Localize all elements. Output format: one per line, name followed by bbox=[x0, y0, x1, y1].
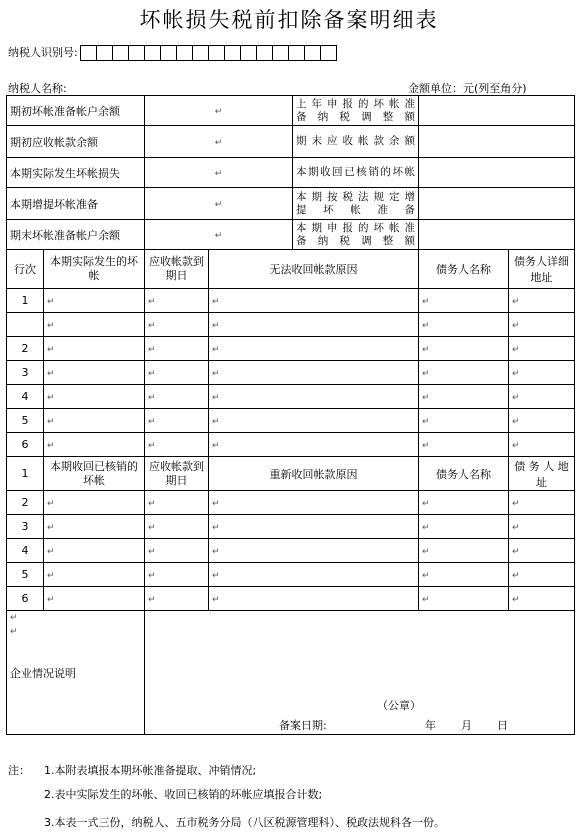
header-cell: 债务人名称 bbox=[419, 250, 509, 289]
taxpayer-id-boxes[interactable] bbox=[81, 46, 337, 59]
table-row bbox=[7, 587, 575, 611]
taxpayer-id-digit-box[interactable] bbox=[288, 45, 305, 61]
summary-left-label: 本期实际发生坏帐损失 bbox=[7, 158, 145, 188]
table-row bbox=[7, 313, 575, 337]
data-cell[interactable]: ↵ bbox=[44, 491, 145, 515]
summary-left-label: 期初坏帐准备帐户余额 bbox=[7, 96, 145, 126]
data-cell[interactable]: ↵ bbox=[145, 539, 209, 563]
taxpayer-id-digit-box[interactable] bbox=[192, 45, 209, 61]
taxpayer-id-digit-box[interactable] bbox=[320, 45, 337, 61]
data-cell[interactable]: ↵ bbox=[509, 433, 575, 457]
row-number bbox=[7, 313, 44, 337]
data-cell[interactable]: ↵ bbox=[419, 563, 509, 587]
table-row bbox=[7, 385, 575, 409]
summary-row bbox=[7, 126, 575, 158]
data-cell[interactable]: ↵ bbox=[419, 361, 509, 385]
data-cell[interactable]: ↵ bbox=[419, 515, 509, 539]
data-cell[interactable]: ↵ bbox=[145, 409, 209, 433]
summary-row bbox=[7, 220, 575, 250]
data-cell[interactable]: ↵ bbox=[509, 385, 575, 409]
taxpayer-id-row bbox=[8, 44, 337, 61]
summary-left-value[interactable]: ↵ bbox=[145, 220, 293, 250]
data-cell[interactable]: ↵ bbox=[145, 361, 209, 385]
enterprise-label: 企业情况说明 bbox=[10, 666, 76, 680]
recovered-section bbox=[7, 457, 575, 611]
data-cell[interactable]: ↵ bbox=[509, 587, 575, 611]
row-number: 6 bbox=[7, 433, 44, 457]
data-cell[interactable]: ↵ bbox=[209, 361, 419, 385]
header-cell: 债务人名称 bbox=[419, 457, 509, 491]
filing-year-label: 年 bbox=[425, 719, 436, 732]
data-cell[interactable]: ↵ bbox=[509, 515, 575, 539]
header-cell: 无法收回帐款原因 bbox=[209, 250, 419, 289]
data-cell[interactable]: ↵ bbox=[145, 491, 209, 515]
summary-section bbox=[7, 96, 575, 250]
bad-debt-section bbox=[7, 250, 575, 457]
taxpayer-id-digit-box[interactable] bbox=[176, 45, 193, 61]
header-cell: 债务人详细地址 bbox=[509, 250, 575, 289]
data-cell[interactable]: ↵ bbox=[509, 361, 575, 385]
row-number: 1 bbox=[7, 289, 44, 313]
row-number: 6 bbox=[7, 587, 44, 611]
row-number: 3 bbox=[7, 361, 44, 385]
data-cell[interactable]: ↵ bbox=[209, 385, 419, 409]
table-row bbox=[7, 409, 575, 433]
table-row bbox=[7, 539, 575, 563]
enterprise-description-cell[interactable] bbox=[145, 611, 575, 735]
form-title: 坏帐损失税前扣除备案明细表 bbox=[139, 8, 439, 32]
header-cell: 行次 bbox=[7, 250, 44, 289]
summary-right-label: 本 期 按 税 法 规 定 增 提 坏 帐 准 备 bbox=[293, 188, 419, 220]
data-cell[interactable]: ↵ bbox=[419, 433, 509, 457]
table-row bbox=[7, 289, 575, 313]
table-row bbox=[7, 491, 575, 515]
data-cell[interactable]: ↵ bbox=[509, 337, 575, 361]
data-cell[interactable]: ↵ bbox=[209, 491, 419, 515]
row-number: 5 bbox=[7, 563, 44, 587]
data-cell[interactable]: ↵ bbox=[209, 409, 419, 433]
header-cell: 1 bbox=[7, 457, 44, 491]
header-cell: 本期收回已核销的坏帐 bbox=[44, 457, 145, 491]
filing-date-label: 备案日期: bbox=[279, 719, 327, 732]
row-number: 5 bbox=[7, 409, 44, 433]
summary-right-label: 期末应收帐款余额 bbox=[293, 126, 419, 158]
row-number: 3 bbox=[7, 515, 44, 539]
data-cell[interactable]: ↵ bbox=[209, 433, 419, 457]
taxpayer-id-digit-box[interactable] bbox=[272, 45, 289, 61]
summary-row bbox=[7, 188, 575, 220]
main-form-table bbox=[6, 95, 575, 735]
data-cell[interactable]: ↵ bbox=[44, 563, 145, 587]
data-cell[interactable]: ↵ bbox=[44, 361, 145, 385]
data-cell[interactable]: ↵ bbox=[145, 337, 209, 361]
taxpayer-id-digit-box[interactable] bbox=[256, 45, 273, 61]
data-cell[interactable]: ↵ bbox=[209, 563, 419, 587]
summary-right-label: 本 期 申 报 的 坏 帐 准 备 纳 税 调 整 额 bbox=[293, 220, 419, 250]
data-cell[interactable]: ↵ bbox=[209, 337, 419, 361]
summary-left-value[interactable]: ↵ bbox=[145, 158, 293, 188]
seal-label: （公章） bbox=[377, 699, 421, 712]
data-cell[interactable]: ↵ bbox=[145, 313, 209, 337]
data-cell[interactable]: ↵ bbox=[509, 313, 575, 337]
note-item-1: 1.本附表填报本期坏帐准备提取、冲销情况; bbox=[44, 764, 257, 777]
data-cell[interactable]: ↵ bbox=[44, 515, 145, 539]
row-number: 4 bbox=[7, 385, 44, 409]
filing-month-label: 月 bbox=[461, 719, 472, 732]
data-cell[interactable]: ↵ bbox=[209, 587, 419, 611]
summary-right-label: 上 年 申 报 的 坏 帐 准 备 纳 税 调 整 额 bbox=[293, 96, 419, 126]
table-row bbox=[7, 563, 575, 587]
taxpayer-id-digit-box[interactable] bbox=[80, 45, 97, 61]
header-cell: 应收帐款到期日 bbox=[145, 457, 209, 491]
taxpayer-id-digit-box[interactable] bbox=[112, 45, 129, 61]
summary-left-label: 期末坏帐准备帐户余额 bbox=[7, 220, 145, 250]
table-row bbox=[7, 433, 575, 457]
header-cell: 债 务 人 地 址 bbox=[509, 457, 575, 491]
row-number: 2 bbox=[7, 337, 44, 361]
summary-right-value[interactable] bbox=[419, 126, 575, 158]
data-cell[interactable]: ↵ bbox=[419, 385, 509, 409]
table-row bbox=[7, 337, 575, 361]
section2-header-row bbox=[7, 457, 575, 491]
header-cell: 重新收回帐款原因 bbox=[209, 457, 419, 491]
amount-unit-label: 金额单位：元(列至角分) bbox=[408, 82, 527, 95]
notes-prefix: 注： bbox=[8, 764, 30, 777]
summary-right-value[interactable] bbox=[419, 220, 575, 250]
summary-right-label: 本期收回已核销的坏帐 bbox=[293, 158, 419, 188]
taxpayer-id-digit-box[interactable] bbox=[144, 45, 161, 61]
table-row bbox=[7, 361, 575, 385]
data-cell[interactable]: ↵ bbox=[209, 313, 419, 337]
taxpayer-id-label: 纳税人识别号: bbox=[8, 46, 78, 59]
row-number: 4 bbox=[7, 539, 44, 563]
data-cell[interactable]: ↵ bbox=[145, 385, 209, 409]
taxpayer-id-digit-box[interactable] bbox=[304, 45, 321, 61]
data-cell[interactable]: ↵ bbox=[44, 385, 145, 409]
data-cell[interactable]: ↵ bbox=[44, 313, 145, 337]
data-cell[interactable]: ↵ bbox=[419, 337, 509, 361]
taxpayer-id-digit-box[interactable] bbox=[224, 45, 241, 61]
data-cell[interactable]: ↵ bbox=[44, 587, 145, 611]
enterprise-section bbox=[7, 611, 575, 735]
data-cell[interactable]: ↵ bbox=[509, 409, 575, 433]
summary-right-value[interactable] bbox=[419, 188, 575, 220]
taxpayer-name-label: 纳税人名称: bbox=[8, 82, 67, 95]
data-cell[interactable]: ↵ bbox=[509, 491, 575, 515]
data-cell[interactable]: ↵ bbox=[44, 539, 145, 563]
section1-header-row bbox=[7, 250, 575, 289]
data-cell[interactable]: ↵ bbox=[419, 409, 509, 433]
data-cell[interactable]: ↵ bbox=[509, 539, 575, 563]
row-number: 2 bbox=[7, 491, 44, 515]
summary-row bbox=[7, 158, 575, 188]
summary-left-value[interactable]: ↵ bbox=[145, 96, 293, 126]
data-cell[interactable]: ↵ bbox=[419, 289, 509, 313]
summary-left-label: 本期增提坏帐准备 bbox=[7, 188, 145, 220]
summary-right-value[interactable] bbox=[419, 96, 575, 126]
summary-left-label: 期初应收帐款余额 bbox=[7, 126, 145, 158]
taxpayer-id-digit-box[interactable] bbox=[240, 45, 257, 61]
taxpayer-id-digit-box[interactable] bbox=[160, 45, 177, 61]
data-cell[interactable]: ↵ bbox=[44, 337, 145, 361]
data-cell[interactable]: ↵ bbox=[209, 515, 419, 539]
data-cell[interactable]: ↵ bbox=[44, 433, 145, 457]
summary-left-value[interactable]: ↵ bbox=[145, 188, 293, 220]
data-cell[interactable]: ↵ bbox=[419, 587, 509, 611]
summary-left-value[interactable]: ↵ bbox=[145, 126, 293, 158]
taxpayer-id-digit-box[interactable] bbox=[96, 45, 113, 61]
header-cell: 应收帐款到期日 bbox=[145, 250, 209, 289]
data-cell[interactable]: ↵ bbox=[145, 587, 209, 611]
taxpayer-id-digit-box[interactable] bbox=[128, 45, 145, 61]
note-item-3: 3.本表一式三份，纳税人、五市税务分局（八区税源管理科）、税政法规科各一份。 bbox=[44, 816, 445, 829]
data-cell[interactable]: ↵ bbox=[509, 289, 575, 313]
data-cell[interactable]: ↵ bbox=[145, 433, 209, 457]
data-cell[interactable]: ↵ bbox=[145, 289, 209, 313]
data-cell[interactable]: ↵ bbox=[419, 539, 509, 563]
summary-row bbox=[7, 96, 575, 126]
data-cell[interactable]: ↵ bbox=[145, 563, 209, 587]
data-cell[interactable]: ↵ bbox=[44, 409, 145, 433]
data-cell[interactable]: ↵ bbox=[44, 289, 145, 313]
data-cell[interactable]: ↵ bbox=[209, 289, 419, 313]
enterprise-label-cell: ↵ ↵ 企业情况说明 bbox=[7, 611, 145, 735]
taxpayer-id-digit-box[interactable] bbox=[208, 45, 225, 61]
note-item-2: 2.表中实际发生的坏帐、收回已核销的坏帐应填报合计数; bbox=[44, 788, 323, 801]
data-cell[interactable]: ↵ bbox=[209, 539, 419, 563]
data-cell[interactable]: ↵ bbox=[419, 313, 509, 337]
table-row bbox=[7, 515, 575, 539]
data-cell[interactable]: ↵ bbox=[145, 515, 209, 539]
filing-day-label: 日 bbox=[497, 719, 508, 732]
data-cell[interactable]: ↵ bbox=[419, 491, 509, 515]
header-cell: 本期实际发生的坏帐 bbox=[44, 250, 145, 289]
summary-right-value[interactable] bbox=[419, 158, 575, 188]
data-cell[interactable]: ↵ bbox=[509, 563, 575, 587]
